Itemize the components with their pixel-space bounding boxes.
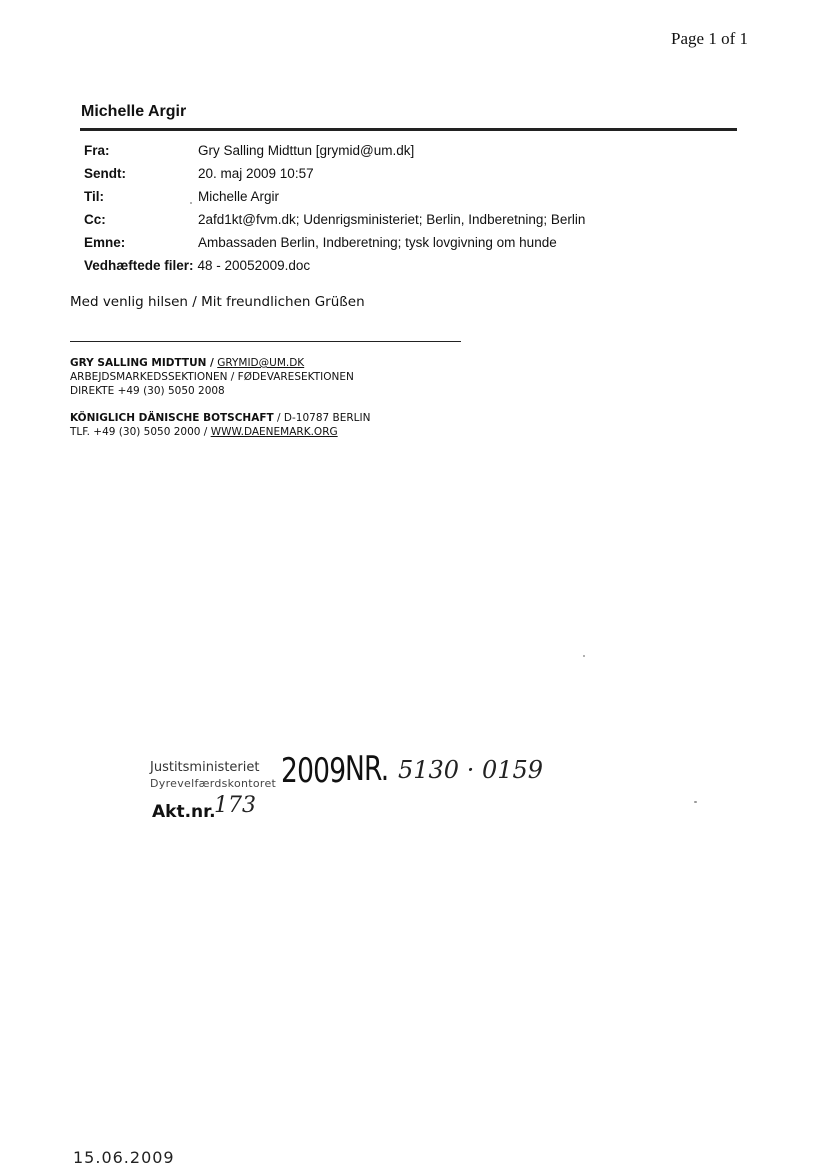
header-row-to: [84, 185, 744, 208]
header-row-sent: [84, 162, 744, 185]
page-number: Page 1 of 1: [671, 29, 748, 48]
scan-speck: [583, 655, 585, 657]
embassy-contact-line: [70, 425, 370, 439]
greeting-text: Med venlig hilsen / Mit freundlichen Grüßen: [70, 294, 365, 310]
header-value-sent: 20. maj 2009 10:57: [198, 166, 314, 181]
scan-speck: [694, 801, 697, 803]
signature-name: GRY SALLING MIDTTUN /: [70, 357, 214, 369]
stamp-ministry: Justitsministeriet: [150, 760, 260, 775]
stamp-case-number: 5130 · 0159: [398, 756, 544, 784]
header-value-cc: 2afd1kt@fvm.dk; Udenrigsministeriet; Berlin, Indberetning; Berlin: [198, 212, 586, 227]
signature-block: [70, 356, 354, 398]
email-headers: [84, 139, 744, 277]
header-key-from: Fra:: [84, 143, 110, 158]
footer-date: 15.06.2009: [73, 1148, 175, 1167]
header-key-to: Til:: [84, 189, 104, 204]
header-row-cc: [84, 208, 744, 231]
header-key-subject: Emne:: [84, 235, 126, 250]
stamp-year: 2009: [281, 751, 346, 791]
header-row-from: [84, 139, 744, 162]
signature-direct-phone: DIREKTE +49 (30) 5050 2008: [70, 385, 225, 397]
embassy-phone: TLF. +49 (30) 5050 2000 /: [70, 426, 208, 438]
header-row-attachments: [84, 254, 744, 277]
signature-divider: [70, 341, 461, 342]
header-value-from: Gry Salling Midttun [grymid@um.dk]: [198, 143, 415, 158]
header-key-sent: Sendt:: [84, 166, 126, 181]
embassy-block: [70, 411, 370, 439]
stamp-nr-label: NR.: [345, 749, 389, 789]
header-value-to: Michelle Argir: [198, 189, 280, 204]
signature-email: GRYMID@UM.DK: [217, 357, 305, 369]
scan-speck: [190, 202, 192, 204]
attachment-filename: 48 - 20052009.doc: [197, 258, 311, 273]
stamp-office: Dyrevelfærdskontoret: [150, 777, 277, 790]
stamp-akt-number: 173: [214, 793, 256, 818]
header-value-subject: Ambassaden Berlin, Indberetning; tysk lovgivning om hunde: [198, 235, 557, 250]
title-divider: [80, 128, 737, 131]
signature-department: ARBEJDSMARKEDSSEKTIONEN / FØDEVARESEKTIONEN: [70, 371, 354, 383]
embassy-line: [70, 411, 370, 425]
header-key-cc: Cc:: [84, 212, 106, 227]
recipient-title: Michelle Argir: [81, 103, 187, 120]
header-key-attachments: Vedhæftede filer:: [84, 258, 194, 273]
stamp-akt-label: Akt.nr.: [152, 802, 216, 822]
signature-name-line: [70, 356, 354, 370]
embassy-name: KÖNIGLICH DÄNISCHE BOTSCHAFT: [70, 412, 274, 424]
embassy-address: / D-10787 BERLIN: [277, 412, 371, 424]
header-row-subject: [84, 231, 744, 254]
embassy-website: WWW.DAENEMARK.ORG: [210, 426, 338, 438]
